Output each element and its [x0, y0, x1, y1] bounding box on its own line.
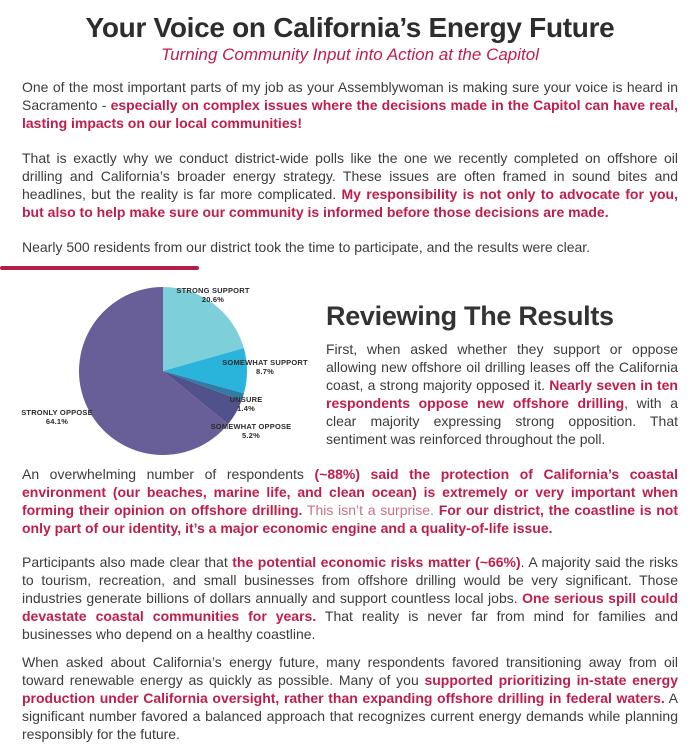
paragraph — [22, 465, 678, 537]
text-run: When asked about California’s energy future, many respondents favored transitioning away from oil toward renewable energy as quickly as possible. Many of you — [22, 654, 678, 688]
pie-label-unsure — [230, 395, 263, 413]
poll-pie-chart — [22, 279, 318, 465]
text-run: the potential economic risks matter (~66%) — [232, 554, 521, 570]
text-run: A significant number favored a balanced approach that recognizes current energy demands while planning responsibly for the future. — [22, 690, 678, 742]
paragraph — [22, 78, 678, 132]
paragraph — [22, 653, 678, 743]
pie-label-value: 1.4% — [237, 404, 255, 413]
results-paragraph — [326, 340, 678, 448]
text-run: For our district, the coastline is not only part of our identity, it’s a major economic engine and a quality-of-life issue. — [22, 502, 678, 536]
text-run: That is exactly why we conduct district-wide polls like the one we recently completed on offshore oil drilling and California’s broader energy strategy. These issues are often framed in sound bites and headlines, but the reality is far more complicated. — [22, 150, 678, 202]
red-divider-line — [0, 266, 199, 270]
text-run: One of the most important parts of my job as your Assemblywoman is making sure your voice is heard in Sacramento - — [22, 79, 678, 113]
closing-paragraph-2 — [22, 553, 678, 643]
text-run: Nearly seven in ten respondents oppose new offshore drilling — [326, 377, 678, 411]
text-run: especially on complex issues where the decisions made in the Capitol can have real, lasting impacts on our local communities! — [22, 97, 678, 131]
pie-label-value: 20.6% — [201, 295, 225, 304]
text-run: Nearly 500 residents from our district took the time to participate, and the results were clear. — [22, 239, 591, 255]
text-run: An overwhelming number of respondents — [22, 466, 315, 482]
page-title: Your Voice on California’s Energy Future — [85, 12, 615, 43]
closing-paragraph-1 — [22, 465, 678, 537]
pie-label-value: 8.7% — [256, 367, 274, 376]
text-run: Participants also made clear that — [22, 554, 233, 570]
pie-label-name: SOMEWHAT SUPPORT — [222, 358, 308, 367]
pie-label-strong-support — [176, 286, 249, 304]
pie-label-value: 64.1% — [45, 417, 69, 426]
page-subtitle: Turning Community Input into Action at the Capitol — [161, 45, 539, 64]
closing-paragraph-3 — [22, 653, 678, 743]
text-run: supported prioritizing in-state energy production under California oversight, rather than expanding offshore drilling in federal waters. — [22, 672, 678, 706]
results-heading: Reviewing The Results — [326, 301, 614, 331]
pie-label-name: STRONLY OPPOSE — [21, 408, 93, 417]
pie-label-name: SOMEWHAT OPPOSE — [210, 422, 292, 431]
results-chart-row — [22, 279, 678, 465]
paragraph — [326, 340, 678, 448]
text-run: . A majority said the risks to tourism, recreation, and small businesses from offshore drilling would be very significant. Those industries generate billions of dollars annually and support countless local jobs. — [22, 554, 678, 606]
text-run: One serious spill could devastate coastal communities for years. — [22, 590, 678, 624]
paragraph — [22, 238, 678, 256]
paragraph — [22, 553, 678, 643]
pie-label-somewhat-oppose — [211, 422, 292, 440]
text-run: My responsibility is not only to advocate for you, but also to help make sure our community is informed before those decisions are made. — [22, 186, 678, 220]
pie-label-somewhat-support — [222, 358, 308, 376]
text-run: (~88%) said the protection of California’s coastal environment (our beaches, marine life, and clean ocean) is extremely or very important when forming their opinion on offshore drilling. — [22, 466, 678, 518]
results-column — [318, 279, 678, 465]
text-run: , with a clear majority expressing strong opposition. That sentiment was reinforced throughout the poll. — [326, 395, 678, 447]
paragraph — [22, 149, 678, 221]
intro-paragraphs — [22, 78, 678, 256]
text-run: That reality is never far from mind for families and businesses who depend on a healthy coastline. — [22, 608, 678, 642]
pie-label-value: 5.2% — [242, 431, 260, 440]
pie-label-name: UNSURE — [229, 395, 263, 404]
pie-label-stronly-oppose — [21, 408, 93, 426]
text-run: This isn’t a surprise. — [302, 502, 439, 518]
pie-label-name: STRONG SUPPORT — [176, 286, 250, 295]
text-run: First, when asked whether they support or oppose allowing new offshore oil drilling leases off the California coast, a strong majority opposed it. — [326, 341, 678, 393]
